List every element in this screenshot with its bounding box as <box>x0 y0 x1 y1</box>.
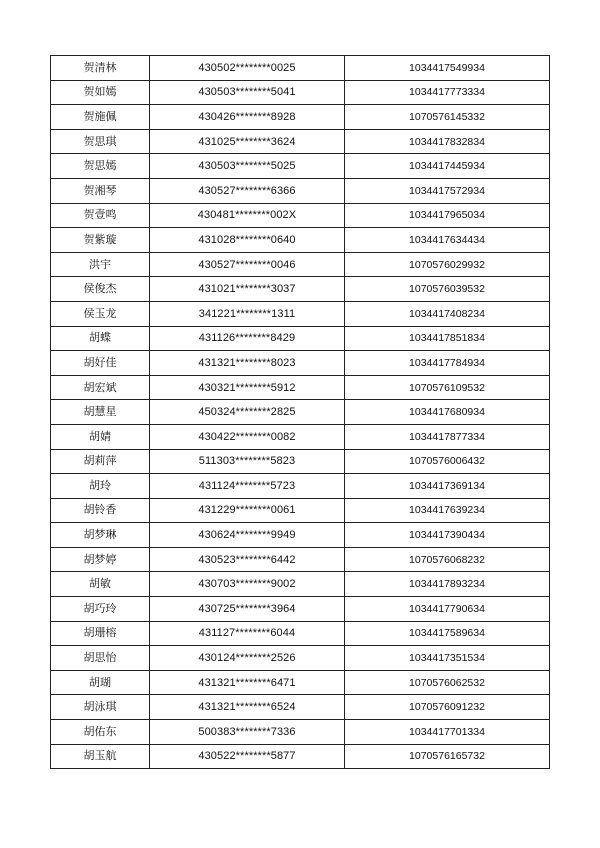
exam-number-cell: 1034417832834 <box>345 129 550 154</box>
exam-number-cell: 1034417877334 <box>345 424 550 449</box>
id-number-cell: 430321********5912 <box>150 375 345 400</box>
table-row <box>51 695 550 720</box>
id-number-cell: 430426********8928 <box>150 105 345 130</box>
name-cell: 胡梦婷 <box>51 547 150 572</box>
id-number-cell: 430624********9949 <box>150 523 345 548</box>
table-row <box>51 597 550 622</box>
id-number-cell: 430481********002X <box>150 203 345 228</box>
id-number-cell: 431028********0640 <box>150 228 345 253</box>
name-cell: 贺施佩 <box>51 105 150 130</box>
exam-number-cell: 1034417390434 <box>345 523 550 548</box>
name-cell: 胡好佳 <box>51 351 150 376</box>
table-row <box>51 424 550 449</box>
name-cell: 贺思琪 <box>51 129 150 154</box>
exam-number-cell: 1034417549934 <box>345 56 550 81</box>
id-number-cell: 431229********0061 <box>150 498 345 523</box>
table-row <box>51 252 550 277</box>
exam-number-cell: 1070576006432 <box>345 449 550 474</box>
id-number-cell: 430124********2526 <box>150 646 345 671</box>
id-number-cell: 431021********3037 <box>150 277 345 302</box>
table-row <box>51 498 550 523</box>
table-row <box>51 449 550 474</box>
name-cell: 贺壹鸣 <box>51 203 150 228</box>
name-cell: 胡婧 <box>51 424 150 449</box>
table-row <box>51 670 550 695</box>
table-row <box>51 547 550 572</box>
name-cell: 胡玉航 <box>51 744 150 769</box>
table-row <box>51 105 550 130</box>
id-number-cell: 430503********5041 <box>150 80 345 105</box>
table-row <box>51 326 550 351</box>
exam-number-cell: 1070576165732 <box>345 744 550 769</box>
exam-number-cell: 1034417965034 <box>345 203 550 228</box>
table-row <box>51 720 550 745</box>
id-number-cell: 431124********5723 <box>150 474 345 499</box>
name-cell: 胡瑚 <box>51 670 150 695</box>
exam-number-cell: 1034417369134 <box>345 474 550 499</box>
exam-number-cell: 1034417784934 <box>345 351 550 376</box>
id-number-cell: 430523********6442 <box>150 547 345 572</box>
name-cell: 胡铃香 <box>51 498 150 523</box>
table-row <box>51 228 550 253</box>
table-row <box>51 351 550 376</box>
name-cell: 胡宏斌 <box>51 375 150 400</box>
name-cell: 贺紫璇 <box>51 228 150 253</box>
name-cell: 胡敏 <box>51 572 150 597</box>
name-cell: 贺清林 <box>51 56 150 81</box>
exam-number-cell: 1070576029932 <box>345 252 550 277</box>
name-cell: 胡梦琳 <box>51 523 150 548</box>
data-table <box>50 55 550 769</box>
exam-number-cell: 1070576091232 <box>345 695 550 720</box>
table-row <box>51 80 550 105</box>
id-number-cell: 430527********0046 <box>150 252 345 277</box>
id-number-cell: 431126********8429 <box>150 326 345 351</box>
exam-number-cell: 1034417893234 <box>345 572 550 597</box>
table-row <box>51 621 550 646</box>
table-row <box>51 474 550 499</box>
table-row <box>51 375 550 400</box>
exam-number-cell: 1034417680934 <box>345 400 550 425</box>
exam-number-cell: 1034417634434 <box>345 228 550 253</box>
table-row <box>51 523 550 548</box>
table-row <box>51 154 550 179</box>
name-cell: 胡玲 <box>51 474 150 499</box>
id-number-cell: 430422********0082 <box>150 424 345 449</box>
name-cell: 胡泳琪 <box>51 695 150 720</box>
exam-number-cell: 1034417445934 <box>345 154 550 179</box>
id-number-cell: 500383********7336 <box>150 720 345 745</box>
table-row <box>51 646 550 671</box>
table-row <box>51 277 550 302</box>
id-number-cell: 431025********3624 <box>150 129 345 154</box>
table-row <box>51 56 550 81</box>
table-row <box>51 178 550 203</box>
name-cell: 胡珊榕 <box>51 621 150 646</box>
table-row <box>51 301 550 326</box>
name-cell: 贺思嫣 <box>51 154 150 179</box>
exam-number-cell: 1034417773334 <box>345 80 550 105</box>
exam-number-cell: 1034417701334 <box>345 720 550 745</box>
name-cell: 胡巧玲 <box>51 597 150 622</box>
exam-number-cell: 1034417790634 <box>345 597 550 622</box>
name-cell: 贺如嫣 <box>51 80 150 105</box>
id-number-cell: 431321********6524 <box>150 695 345 720</box>
exam-number-cell: 1070576062532 <box>345 670 550 695</box>
table-row <box>51 129 550 154</box>
exam-number-cell: 1070576068232 <box>345 547 550 572</box>
exam-number-cell: 1070576039532 <box>345 277 550 302</box>
id-number-cell: 341221********1311 <box>150 301 345 326</box>
data-table-container <box>50 55 549 769</box>
id-number-cell: 450324********2825 <box>150 400 345 425</box>
id-number-cell: 430725********3964 <box>150 597 345 622</box>
exam-number-cell: 1034417639234 <box>345 498 550 523</box>
exam-number-cell: 1070576109532 <box>345 375 550 400</box>
id-number-cell: 430703********9002 <box>150 572 345 597</box>
table-body <box>51 56 550 769</box>
table-row <box>51 744 550 769</box>
table-row <box>51 203 550 228</box>
exam-number-cell: 1034417351534 <box>345 646 550 671</box>
name-cell: 胡慧星 <box>51 400 150 425</box>
exam-number-cell: 1034417572934 <box>345 178 550 203</box>
exam-number-cell: 1034417589634 <box>345 621 550 646</box>
name-cell: 胡佑东 <box>51 720 150 745</box>
exam-number-cell: 1070576145332 <box>345 105 550 130</box>
id-number-cell: 430522********5877 <box>150 744 345 769</box>
name-cell: 贺湘琴 <box>51 178 150 203</box>
name-cell: 侯玉龙 <box>51 301 150 326</box>
id-number-cell: 431127********6044 <box>150 621 345 646</box>
id-number-cell: 431321********8023 <box>150 351 345 376</box>
id-number-cell: 430527********6366 <box>150 178 345 203</box>
name-cell: 洪宇 <box>51 252 150 277</box>
name-cell: 胡思怡 <box>51 646 150 671</box>
id-number-cell: 431321********6471 <box>150 670 345 695</box>
id-number-cell: 511303********5823 <box>150 449 345 474</box>
table-row <box>51 400 550 425</box>
exam-number-cell: 1034417851834 <box>345 326 550 351</box>
id-number-cell: 430502********0025 <box>150 56 345 81</box>
table-row <box>51 572 550 597</box>
exam-number-cell: 1034417408234 <box>345 301 550 326</box>
name-cell: 胡莉萍 <box>51 449 150 474</box>
id-number-cell: 430503********5025 <box>150 154 345 179</box>
name-cell: 侯俊杰 <box>51 277 150 302</box>
name-cell: 胡蝶 <box>51 326 150 351</box>
